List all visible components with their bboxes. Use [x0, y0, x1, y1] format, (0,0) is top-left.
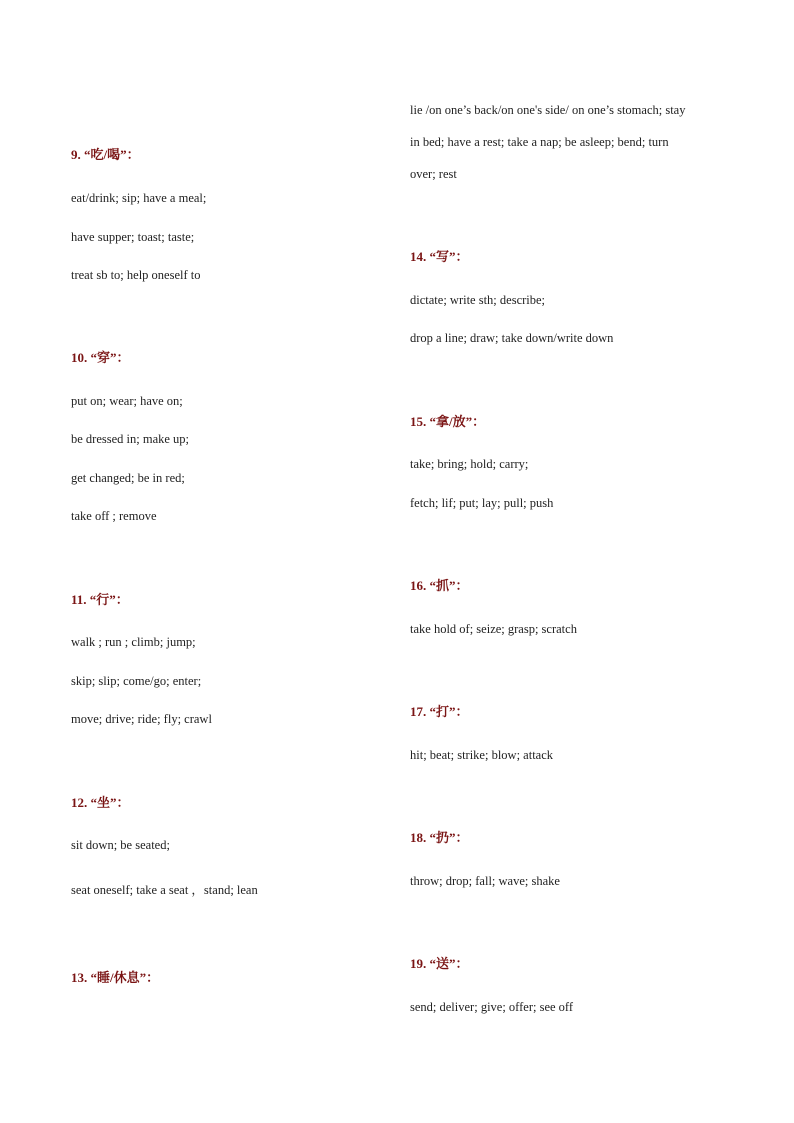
section-9-line-2: have supper; toast; taste;: [71, 230, 195, 244]
section-12-line-1: sit down; be seated;: [71, 838, 170, 852]
section-heading-16: 16. “抓”：: [410, 578, 469, 593]
section-10-line-2: be dressed in; make up;: [71, 432, 190, 446]
section-heading-9: 9. “吃/喝”：: [71, 147, 140, 162]
section-14-line-2: drop a line; draw; take down/write down: [410, 331, 614, 345]
section-15-line-2: fetch; lif; put; lay; pull; push: [410, 496, 554, 510]
section-heading-10: 10. “穿”：: [71, 350, 130, 365]
section-11-line-3: move; drive; ride; fly; crawl: [71, 712, 212, 726]
section-heading-12: 12. “坐”：: [71, 795, 130, 810]
section-11-line-2: skip; slip; come/go; enter;: [71, 674, 202, 688]
section-heading-11: 11. “行”：: [71, 592, 129, 607]
section-16-line-1: take hold of; seize; grasp; scratch: [410, 622, 577, 636]
section-11-line-1: walk ; run ; climb; jump;: [71, 635, 196, 649]
section-10-line-1: put on; wear; have on;: [71, 394, 183, 408]
section-17-line-1: hit; beat; strike; blow; attack: [410, 748, 554, 762]
section-heading-13: 13. “睡/休息”：: [71, 970, 160, 985]
section-10-line-3: get changed; be in red;: [71, 471, 185, 485]
section-18-line-1: throw; drop; fall; wave; shake: [410, 874, 560, 888]
section-14-line-1: dictate; write sth; describe;: [410, 293, 546, 307]
section-13-line-1: lie /on one’s back/on one's side/ on one’s stomach; stay: [410, 103, 686, 117]
section-heading-18: 18. “扔”：: [410, 830, 469, 845]
section-heading-17: 17. “打”：: [410, 704, 469, 719]
section-19-line-1: send; deliver; give; offer; see off: [410, 1000, 574, 1014]
section-15-line-1: take; bring; hold; carry;: [410, 457, 529, 471]
section-heading-15: 15. “拿/放”：: [410, 414, 486, 429]
section-9-line-1: eat/drink; sip; have a meal;: [71, 191, 207, 205]
section-13-line-3: over; rest: [410, 167, 457, 181]
section-heading-19: 19. “送”：: [410, 956, 469, 971]
section-13-line-2: in bed; have a rest; take a nap; be asleep; bend; turn: [410, 135, 669, 149]
section-10-line-4: take off ; remove: [71, 509, 157, 523]
section-9-line-3: treat sb to; help oneself to: [71, 268, 201, 282]
section-12-line-2: seat oneself; take a seat ，stand; lean: [71, 883, 258, 897]
section-heading-14: 14. “写”：: [410, 249, 469, 264]
